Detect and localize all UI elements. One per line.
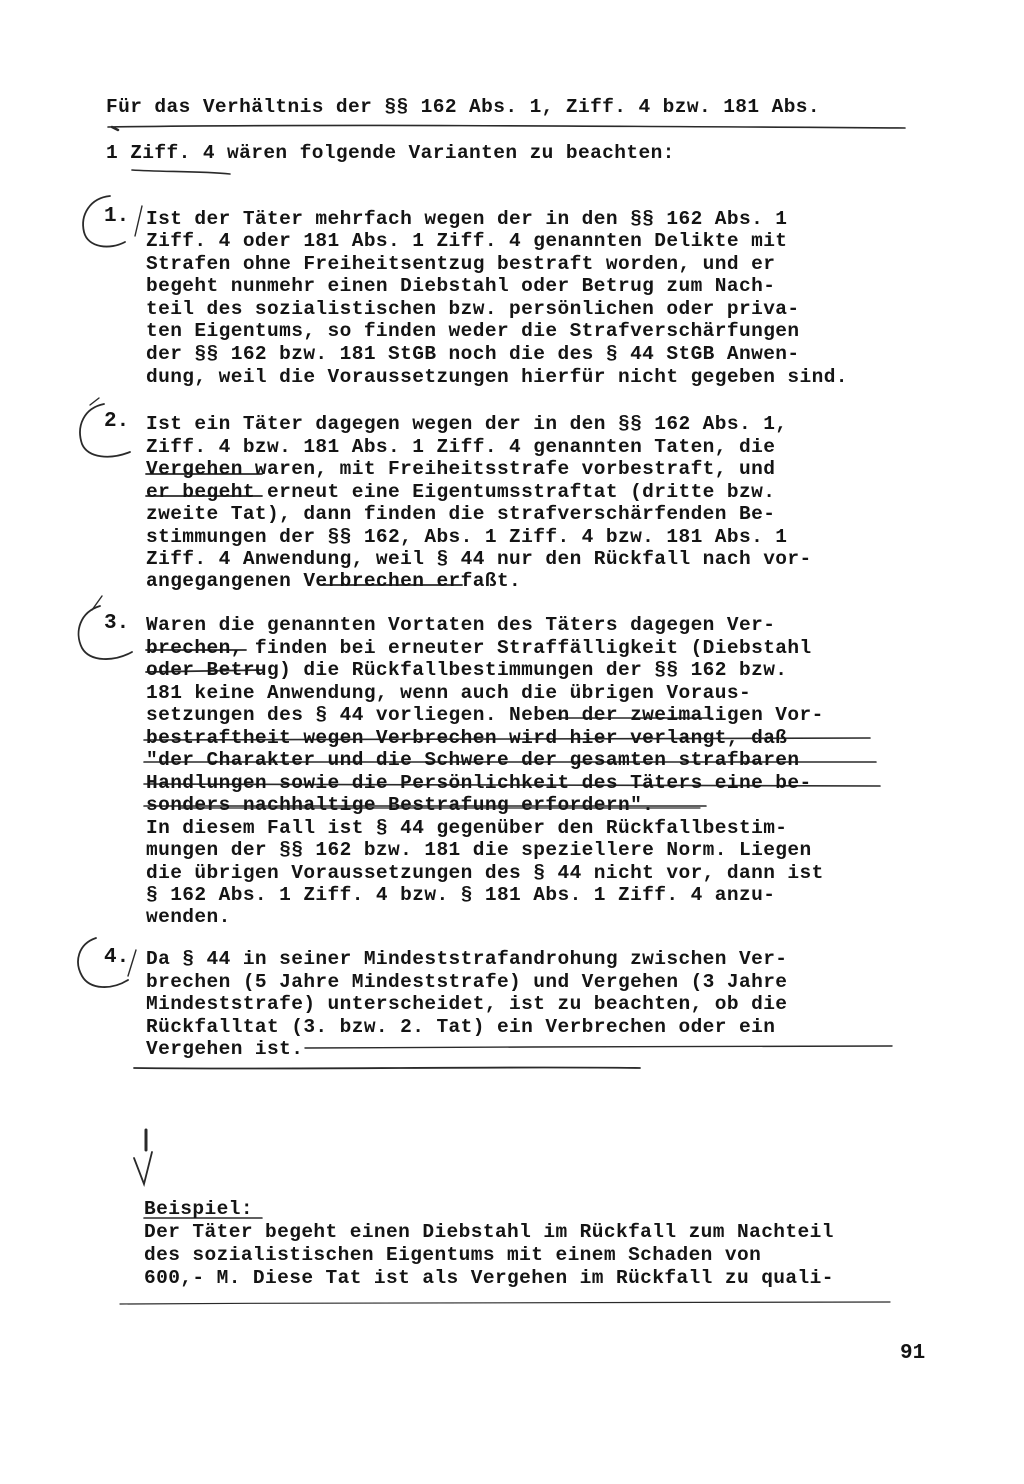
example-line: 600,- M. Diese Tat ist als Vergehen im Rückfall zu quali- (144, 1267, 834, 1289)
item-line: § 162 Abs. 1 Ziff. 4 bzw. § 181 Abs. 1 Ziff. 4 anzu- (146, 884, 776, 906)
circle-mark (135, 206, 142, 236)
item-line: wenden. (146, 906, 231, 928)
item-number: 4. (104, 946, 130, 969)
item-line: Waren die genannten Vortaten des Täters dagegen Ver- (146, 614, 776, 636)
item-line: Ziff. 4 Anwendung, weil § 44 nur den Rückfall nach vor- (146, 548, 812, 570)
item-line: mungen der §§ 162 bzw. 181 die speziellere Norm. Liegen (146, 839, 812, 861)
item-number: 2. (104, 410, 130, 433)
item-line: Rückfalltat (3. bzw. 2. Tat) ein Verbrechen oder ein (146, 1016, 776, 1038)
item-line: Vergehen waren, mit Freiheitsstrafe vorbestraft, und (146, 458, 776, 480)
item-line: angegangenen Verbrechen erfaßt. (146, 570, 522, 592)
intro-line: Für das Verhältnis der §§ 162 Abs. 1, Ziff. 4 bzw. 181 Abs. (106, 96, 821, 118)
item-line: ten Eigentums, so finden weder die Strafverschärfungen (146, 320, 800, 342)
page-number: 91 (900, 1342, 926, 1365)
underline-mark (305, 1046, 892, 1048)
example-line: Der Täter begeht einen Diebstahl im Rückfall zum Nachteil (144, 1221, 834, 1243)
circle-mark (92, 596, 102, 610)
item-line: bestraftheit wegen Verbrechen wird hier verlangt, daß (146, 727, 788, 749)
item-line: brechen (5 Jahre Mindeststrafe) und Vergehen (3 Jahre (146, 971, 788, 993)
arrow-down-icon (134, 1152, 152, 1184)
item-line: er begeht erneut eine Eigentumsstraftat (dritte bzw. (146, 481, 776, 503)
item-line: stimmungen der §§ 162, Abs. 1 Ziff. 4 bzw. 181 Abs. 1 (146, 526, 788, 548)
item-line: Ziff. 4 bzw. 181 Abs. 1 Ziff. 4 genannten Taten, die (146, 436, 776, 458)
item-line: Mindeststrafe) unterscheidet, ist zu beachten, ob die (146, 993, 788, 1015)
underline-mark (112, 127, 118, 130)
intro-line: 1 Ziff. 4 wären folgende Varianten zu beachten: (106, 142, 675, 164)
example-heading: Beispiel: (144, 1198, 253, 1220)
underline-mark (120, 1302, 890, 1304)
item-line: setzungen des § 44 vorliegen. Neben der zweimaligen Vor- (146, 704, 824, 726)
item-line: begeht nunmehr einen Diebstahl oder Betrug zum Nach- (146, 275, 776, 297)
item-line: Da § 44 in seiner Mindeststrafandrohung zwischen Ver- (146, 948, 788, 970)
underline-mark (134, 1067, 640, 1068)
item-line: der §§ 162 bzw. 181 StGB noch die des § 44 StGB Anwen- (146, 343, 800, 365)
item-line: Strafen ohne Freiheitsentzug bestraft worden, und er (146, 253, 776, 275)
circle-mark (90, 398, 99, 405)
item-line: zweite Tat), dann finden die strafverschärfenden Be- (146, 503, 776, 525)
underline-mark (132, 170, 230, 174)
item-line: In diesem Fall ist § 44 gegenüber den Rückfallbestim- (146, 817, 788, 839)
item-line: 181 keine Anwendung, wenn auch die übrigen Voraus- (146, 682, 752, 704)
item-number: 3. (104, 612, 130, 635)
item-line: die übrigen Voraussetzungen des § 44 nicht vor, dann ist (146, 862, 824, 884)
example-line: des sozialistischen Eigentums mit einem Schaden von (144, 1244, 762, 1266)
underline-mark (108, 125, 905, 128)
item-line: Vergehen ist. (146, 1038, 304, 1060)
item-line: sonders nachhaltige Bestrafung erfordern". (146, 794, 655, 816)
item-line: brechen, finden bei erneuter Straffälligkeit (Diebstahl (146, 637, 812, 659)
item-line: Ist ein Täter dagegen wegen der in den §§ 162 Abs. 1, (146, 413, 788, 435)
item-line: "der Charakter und die Schwere der gesamten strafbaren (146, 749, 800, 771)
item-line: Ziff. 4 oder 181 Abs. 1 Ziff. 4 genannten Delikte mit (146, 230, 788, 252)
item-line: Handlungen sowie die Persönlichkeit des Täters eine be- (146, 772, 812, 794)
item-line: Ist der Täter mehrfach wegen der in den §§ 162 Abs. 1 (146, 208, 788, 230)
item-line: dung, weil die Voraussetzungen hierfür nicht gegeben sind. (146, 366, 848, 388)
item-line: oder Betrug) die Rückfallbestimmungen der §§ 162 bzw. (146, 659, 788, 681)
item-number: 1. (104, 205, 130, 228)
item-line: teil des sozialistischen bzw. persönlichen oder priva- (146, 298, 800, 320)
